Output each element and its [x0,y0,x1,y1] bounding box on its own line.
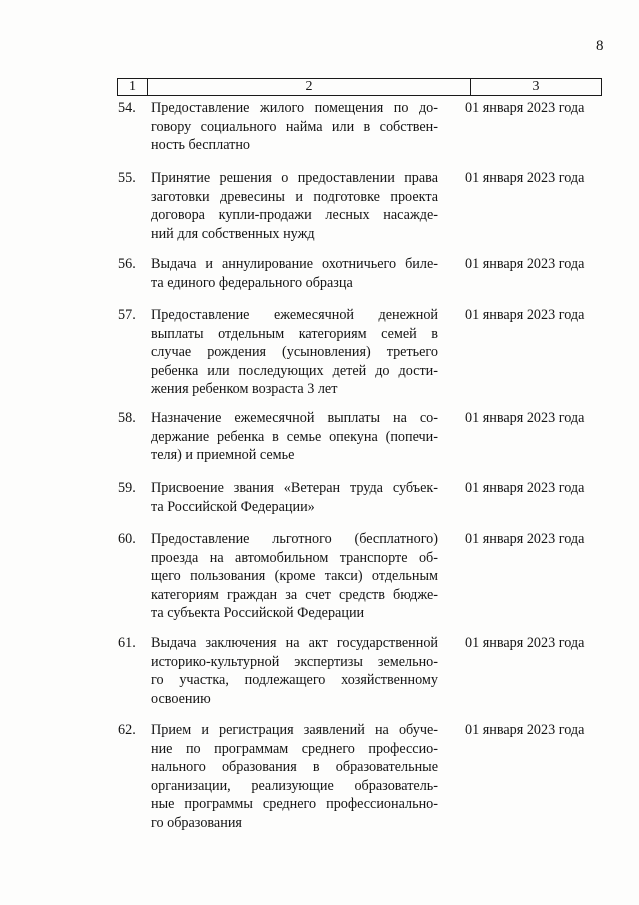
row-date: 01 января 2023 года [465,170,585,186]
description-line: организации, реализующие образователь- [151,777,438,794]
row-description [151,306,438,399]
row-date: 01 января 2023 года [465,531,585,547]
description-line: нального образования в образовательные [151,759,438,775]
description-line: говору социального найма или в собствен- [151,118,438,135]
description-line: теля) и приемной семье [151,447,295,463]
row-number: 55. [118,170,136,186]
description-line: ность бесплатно [151,137,251,153]
description-line: та Российской Федерации» [151,498,315,515]
description-line: заготовки древесины и подготовке проекта [151,188,438,205]
row-number: 56. [118,256,136,272]
description-line: щего пользования (кроме такси) отдельным [151,568,438,584]
row-number: 59. [118,480,136,496]
description-line: Выдача и аннулирование охотничьего биле- [151,256,438,272]
description-line: Принятие решения о предоставлении права [151,170,438,186]
description-line: случае рождения (усыновления) третьего [151,344,438,360]
description-line: та субъекта Российской Федерации [151,605,365,621]
row-description [151,530,438,623]
description-line: Выдача заключения на акт государственной [151,635,438,651]
description-line: проезда на автомобильном транспорте об- [151,549,438,566]
row-date: 01 января 2023 года [465,722,585,738]
row-date: 01 января 2023 года [465,410,585,426]
description-line: Предоставление ежемесячной денежной [151,307,438,323]
description-line: Прием и регистрация заявлений на обуче- [151,722,438,738]
description-line: договора купли-продажи лесных насажде- [151,207,438,223]
description-line: Назначение ежемесячной выплаты на со- [151,410,438,426]
row-description [151,99,438,155]
description-line: ние по программам среднего профессио- [151,740,438,757]
description-line: та единого федерального образца [151,274,353,291]
row-number: 62. [118,722,136,738]
row-description [151,634,438,708]
description-line: держание ребенка в семье опекуна (попечи- [151,428,438,445]
row-description [151,479,438,516]
row-number: 58. [118,410,136,426]
row-date: 01 января 2023 года [465,635,585,651]
row-date: 01 января 2023 года [465,307,585,323]
description-line: Присвоение звания «Ветеран труда субъек- [151,480,438,496]
row-description [151,169,438,243]
row-description [151,255,438,292]
description-line: ные программы среднего профессионально- [151,796,438,812]
page-number: 8 [596,38,604,54]
description-line: ний для собственных нужд [151,225,315,242]
row-number: 61. [118,635,136,651]
description-line: выплаты отдельным категориям семей в [151,325,438,342]
row-description [151,721,438,832]
row-number: 60. [118,531,136,547]
table-header [117,78,602,96]
description-line: освоению [151,690,211,707]
description-line: го участка, подлежащего хозяйственному [151,672,438,688]
description-line: жения ребенком возраста 3 лет [151,381,338,397]
row-description [151,409,438,465]
description-line: категориям граждан за счет средств бюдже- [151,586,438,603]
table-header-col-2: 2 [148,79,471,95]
description-line: ребенка или последующих детей до дости- [151,362,438,379]
row-date: 01 января 2023 года [465,256,585,272]
description-line: историко-культурной экспертизы земельно- [151,653,438,670]
row-number: 57. [118,307,136,323]
row-date: 01 января 2023 года [465,480,585,496]
row-date: 01 января 2023 года [465,100,585,116]
row-number: 54. [118,100,136,116]
description-line: Предоставление льготного (бесплатного) [151,531,438,547]
table-header-col-3: 3 [532,79,540,94]
description-line: го образования [151,814,242,831]
table-header-col-1: 1 [118,79,148,95]
description-line: Предоставление жилого помещения по до- [151,100,438,116]
